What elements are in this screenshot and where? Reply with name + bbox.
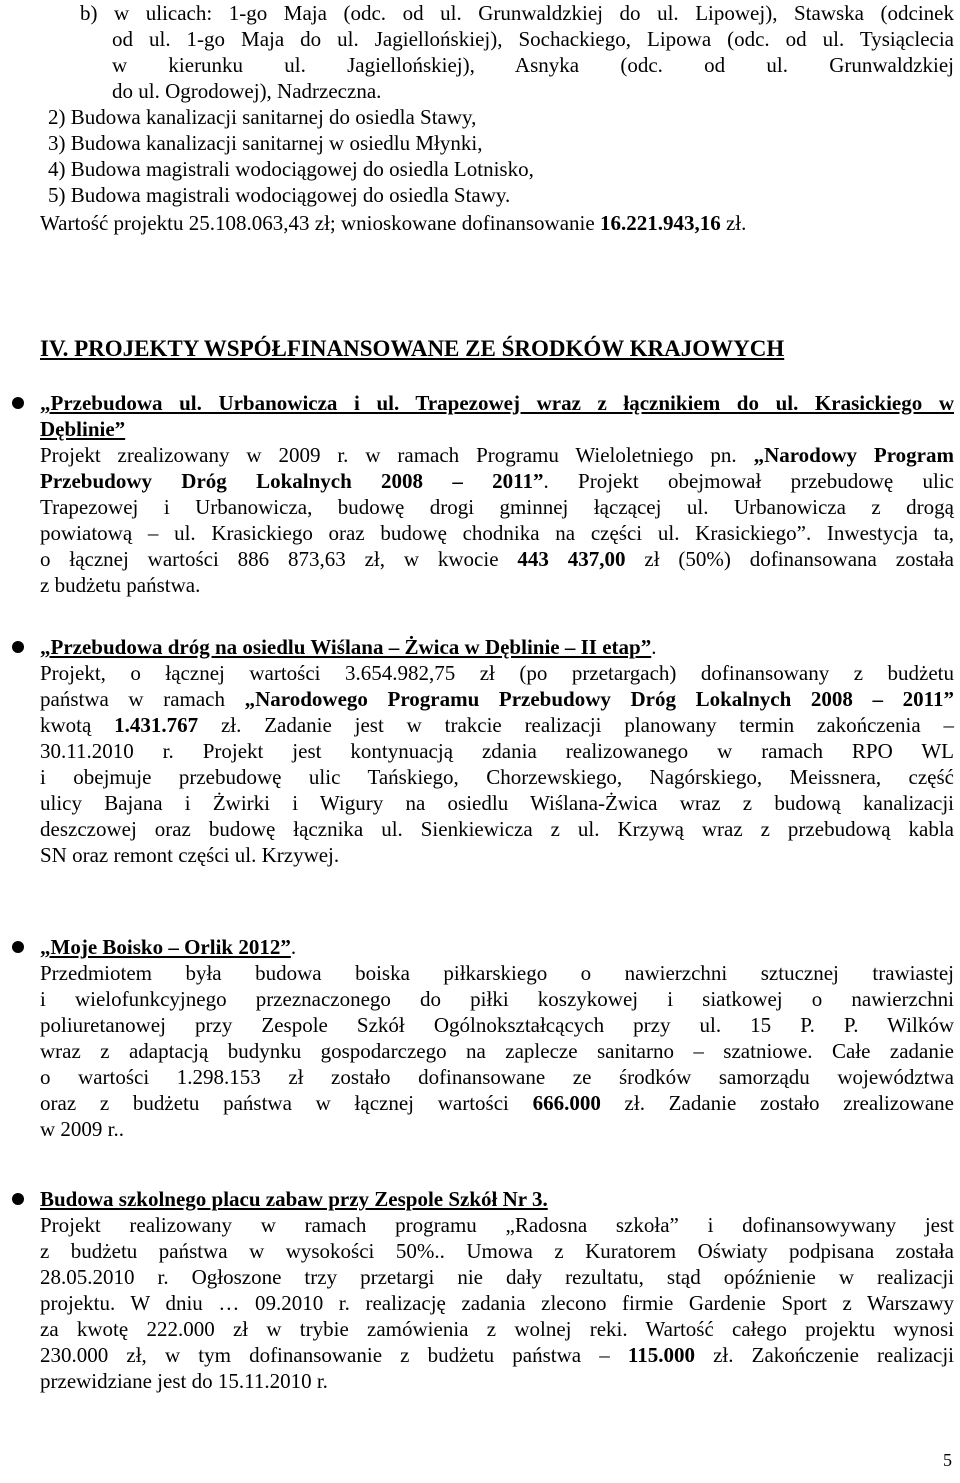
- program-name: „Narodowy Program: [753, 443, 954, 467]
- text-line: Przedmiotem była budowa boiska piłkarskiego o nawierzchni sztucznej trawiastej: [40, 961, 954, 985]
- amount: 666.000: [532, 1091, 601, 1115]
- text-line: ulicy Bajana i Żwirki i Wigury na osiedlu Wiślana-Żwica wraz z budową kanalizacji: [40, 791, 954, 815]
- project-title: Budowa szkolnego placu zabaw przy Zespole Szkół Nr 3.: [40, 1187, 548, 1211]
- text-line: do ul. Ogrodowej), Nadrzeczna.: [112, 79, 382, 103]
- list-item: 5) Budowa magistrali wodociągowej do osiedla Stawy.: [48, 183, 511, 207]
- text-span: . Projekt obejmował przebudowę ulic: [543, 469, 954, 493]
- text-line: 28.05.2010 r. Ogłoszone trzy przetargi nie dały rezultatu, stąd opóźnienie w realizacji: [40, 1265, 954, 1289]
- project-title: Dęblinie”: [40, 417, 126, 441]
- amount: 1.431.767: [114, 713, 199, 737]
- text-line: Projekt, o łącznej wartości 3.654.982,75 zł (po przetargach) dofinansowany z budżetu: [40, 661, 954, 685]
- text-span: zł. Zadanie jest w trakcie realizacji planowany termin zakończenia –: [198, 713, 955, 737]
- amount: 443 437,00: [517, 547, 626, 571]
- text-line: [40, 546, 954, 572]
- program-name: „Narodowego Programu Przebudowy Dróg Lokalnych 2008 – 2011”: [244, 687, 954, 711]
- text-span: 230.000 zł, w tym dofinansowanie z budżetu państwa –: [40, 1343, 628, 1367]
- text-line: powiatową – ul. Krasickiego oraz budowę chodnika na części ul. Krasickiego”. Inwestycja ta,: [40, 521, 954, 545]
- text-span: zł (50%) dofinansowana została: [625, 547, 955, 571]
- text-line: b) w ulicach: 1-go Maja (odc. od ul. Grunwaldzkiej do ul. Lipowej), Stawska (odcinek: [80, 1, 954, 25]
- amount: 115.000: [627, 1343, 695, 1367]
- project-title-line: [40, 634, 656, 660]
- project-title-line: [40, 934, 296, 960]
- text-span: Projekt zrealizowany w 2009 r. w ramach Programu Wieloletniego pn.: [40, 443, 754, 467]
- text-line: [40, 712, 954, 738]
- text-line: SN oraz remont części ul. Krzywej.: [40, 843, 340, 867]
- text-line: w kierunku ul. Jagiellońskiej), Asnyka (odc. od ul. Grunwaldzkiej: [112, 53, 954, 77]
- text-line: o wartości 1.298.153 zł zostało dofinansowane ze środków samorządu województwa: [40, 1065, 954, 1089]
- bullet-icon: [12, 641, 24, 653]
- text-span: zł. Zakończenie realizacji: [694, 1343, 954, 1367]
- text-line: projektu. W dniu … 09.2010 r. realizację zadania zlecono firmie Gardenie Sport z Warszawy: [40, 1291, 954, 1315]
- text-line: w 2009 r..: [40, 1117, 124, 1141]
- text-line: deszczowej oraz budowę łącznika ul. Sienkiewicza z ul. Krzywą wraz z przebudową kabla: [40, 817, 954, 841]
- text-span: oraz z budżetu państwa w łącznej wartości: [40, 1091, 533, 1115]
- text-line: z budżetu państwa.: [40, 573, 201, 597]
- project-title: „Moje Boisko – Orlik 2012”: [40, 935, 291, 959]
- list-item: 4) Budowa magistrali wodociągowej do osiedla Lotnisko,: [48, 157, 534, 181]
- text-line: z budżetu państwa w wysokości 50%.. Umowa z Kuratorem Oświaty podpisana została: [40, 1239, 954, 1263]
- text-line: [40, 1090, 954, 1116]
- text-span: kwotą: [40, 713, 115, 737]
- text-line: poliuretanowej przy Zespole Szkół Ogólnokształcących przy ul. 15 P. P. Wilków: [40, 1013, 954, 1037]
- bullet-icon: [12, 397, 24, 409]
- text-line: [40, 1342, 954, 1368]
- text-line: i obejmuje przebudowę ulic Tańskiego, Chorzewskiego, Nagórskiego, Meissnera, część: [40, 765, 954, 789]
- project-value-line: [40, 210, 746, 236]
- section-heading: IV. PROJEKTY WSPÓŁFINANSOWANE ZE ŚRODKÓW KRAJOWYCH: [40, 336, 785, 361]
- text-span: państwa w ramach: [40, 687, 245, 711]
- text-line: [40, 468, 954, 494]
- project-value-unit: zł.: [720, 211, 747, 235]
- program-name: Przebudowy Dróg Lokalnych 2008 – 2011”: [40, 469, 544, 493]
- text-span: .: [290, 935, 297, 959]
- list-item: 2) Budowa kanalizacji sanitarnej do osiedla Stawy,: [48, 105, 477, 129]
- project-value-text: Wartość projektu 25.108.063,43 zł; wnioskowane dofinansowanie: [40, 211, 600, 235]
- bullet-icon: [12, 941, 24, 953]
- text-line: [40, 442, 954, 468]
- text-span: o łącznej wartości 886 873,63 zł, w kwocie: [40, 547, 518, 571]
- bullet-icon: [12, 1193, 24, 1205]
- text-line: 30.11.2010 r. Projekt jest kontynuacją zdania realizowanego w ramach RPO WL: [40, 739, 954, 763]
- text-span: zł. Zadanie zostało zrealizowane: [600, 1091, 954, 1115]
- text-line: od ul. 1-go Maja do ul. Jagiellońskiej), Sochackiego, Lipowa (odc. od ul. Tysiąclecia: [112, 27, 954, 51]
- page-number: 5: [943, 1450, 952, 1470]
- text-line: przewidziane jest do 15.11.2010 r.: [40, 1369, 328, 1393]
- text-line: [40, 686, 954, 712]
- project-value-amount: 16.221.943,16: [599, 211, 721, 235]
- project-title: „Przebudowa dróg na osiedlu Wiślana – Żwica w Dęblinie – II etap”: [40, 635, 652, 659]
- list-item: 3) Budowa kanalizacji sanitarnej w osiedlu Młynki,: [48, 131, 483, 155]
- text-line: Trapezowej i Urbanowicza, budowę drogi gminnej łączącej ul. Urbanowicza z drogą: [40, 495, 954, 519]
- text-span: .: [651, 635, 657, 659]
- project-title: „Przebudowa ul. Urbanowicza i ul. Trapezowej wraz z łącznikiem do ul. Krasickiego w: [40, 391, 954, 415]
- text-line: i wielofunkcyjnego przeznaczonego do piłki koszykowej i siatkowej o nawierzchni: [40, 987, 954, 1011]
- text-line: wraz z adaptacją budynku gospodarczego na zaplecze sanitarno – szatniowe. Całe zadanie: [40, 1039, 954, 1063]
- text-line: Projekt realizowany w ramach programu „Radosna szkoła” i dofinansowywany jest: [40, 1213, 954, 1237]
- text-line: za kwotę 222.000 zł w trybie zamówienia z wolnej reki. Wartość całego projektu wynosi: [40, 1317, 954, 1341]
